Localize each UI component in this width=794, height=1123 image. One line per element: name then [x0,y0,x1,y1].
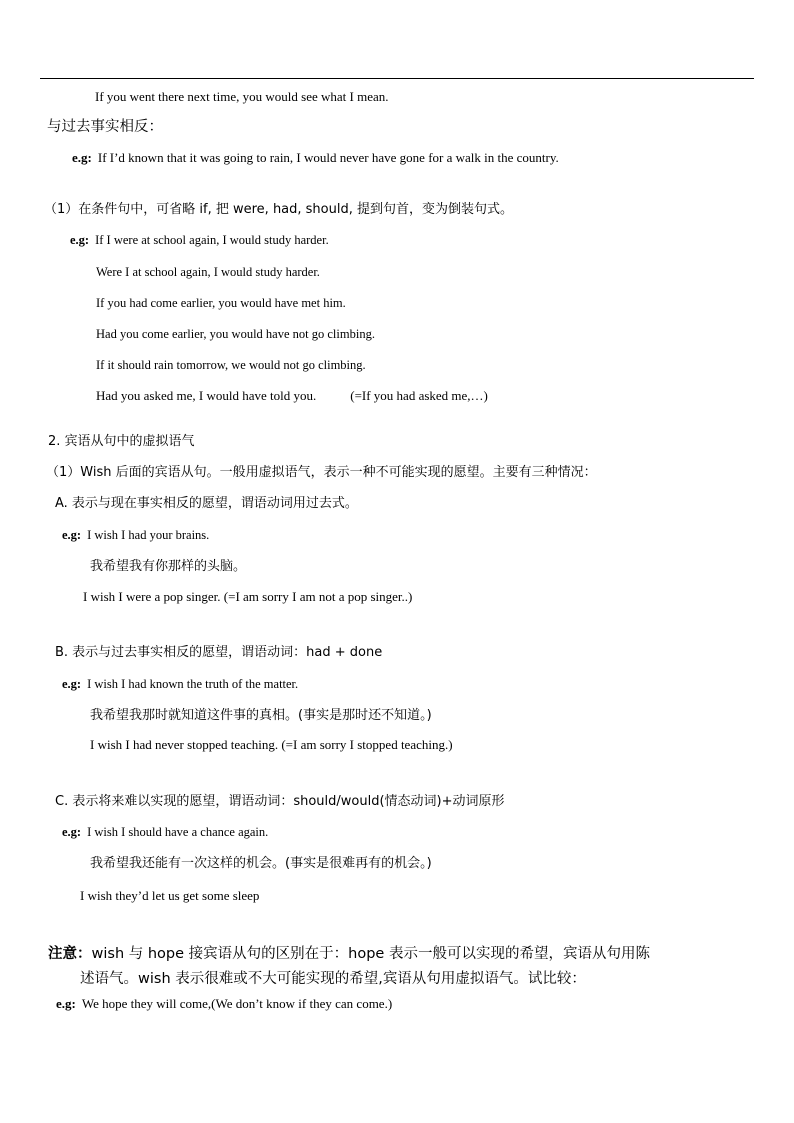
subsection-heading: C. 表示将来难以实现的愿望，谓语动词：should/would(情态动词)+动词原形 [55,794,505,809]
example-line: I wish I had never stopped teaching. (=I am sorry I stopped teaching.) [90,737,453,752]
translation-line: 我希望我还能有一次这样的机会。(事实是很难再有的机会。) [90,856,432,871]
example-line: Were I at school again, I would study harder. [96,265,320,279]
note-line: 注意：wish 与 hope 接宾语从句的区别在于：hope 表示一般可以实现的希望，宾语从句用陈 [48,946,650,962]
example-label: e.g: [70,233,90,247]
example-line: I wish I were a pop singer. (=I am sorry I am not a pop singer..) [83,589,413,604]
example-label: e.g: [56,996,76,1011]
example-label: e.g: [62,528,82,542]
subsection-heading: A. 表示与现在事实相反的愿望，谓语动词用过去式。 [55,496,358,511]
translation-line: 我希望我有你那样的头脑。 [90,559,247,574]
translation-line: 我希望我那时就知道这件事的真相。(事实是那时还不知道。) [90,708,432,723]
rule-text: （1）Wish 后面的宾语从句。一般用虚拟语气，表示一种不可能实现的愿望。主要有三种情况： [46,465,597,480]
rule-text: （1）在条件句中，可省略 if, 把 were, had, should, 提到句首，变为倒装句式。 [44,202,513,217]
example-line: e.g: I wish I should have a chance again. [62,825,269,839]
example-line: If it should rain tomorrow, we would not go climbing. [96,358,366,372]
section-heading: 与过去事实相反： [47,119,163,135]
note-label: 注意： [48,946,92,962]
note-line: 述语气。wish 表示很难或不大可能实现的希望,宾语从句用虚拟语气。试比较： [80,971,586,987]
example-line: e.g: If I’d known that it was going to rain, I would never have gone for a walk in the country. [72,150,559,165]
example-label: e.g: [62,825,82,839]
text-line: If you went there next time, you would see what I mean. [95,89,389,104]
example-line: Had you come earlier, you would have not go climbing. [96,327,375,341]
example-label: e.g: [62,677,82,691]
subsection-heading: B. 表示与过去事实相反的愿望，谓语动词：had + done [55,645,383,660]
example-line: Had you asked me, I would have told you. (=If you had asked me,…) [96,388,488,403]
example-line: e.g: We hope they will come,(We don’t know if they can come.) [56,996,393,1011]
example-line: If you had come earlier, you would have met him. [96,296,346,310]
example-line: I wish they’d let us get some sleep [80,888,260,903]
example-label: e.g: [72,150,92,165]
header-rule [40,78,754,79]
example-line: e.g: I wish I had your brains. [62,528,210,542]
section-heading: 2. 宾语从句中的虚拟语气 [48,434,195,449]
example-line: e.g: If I were at school again, I would study harder. [70,233,329,247]
example-line: e.g: I wish I had known the truth of the matter. [62,677,299,691]
